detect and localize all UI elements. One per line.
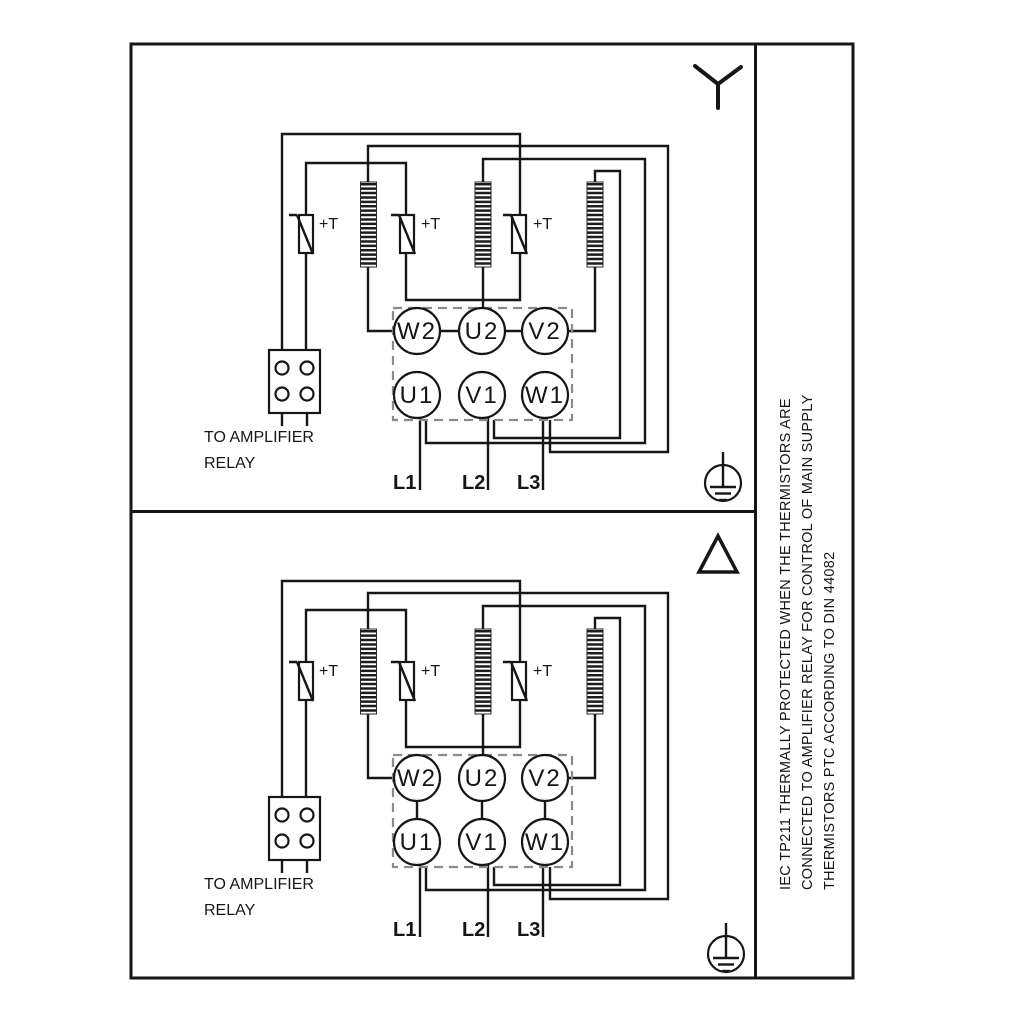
supply-line-l2: L2 [462, 919, 486, 941]
terminal-label: U2 [464, 765, 500, 792]
motor-winding-coil [587, 182, 603, 267]
relay-note-line2: RELAY [204, 902, 256, 919]
motor-winding-coil [475, 182, 491, 267]
relay-note-line1: TO AMPLIFIER [204, 876, 314, 893]
terminal-label: W1 [525, 829, 565, 856]
thermistor-label: +T [319, 216, 339, 233]
star-panel [204, 66, 741, 501]
thermistor-label: +T [533, 663, 553, 680]
amplifier-relay-connector [269, 350, 320, 413]
delta-panel [204, 536, 744, 972]
ptc-thermistor [289, 662, 338, 701]
amplifier-relay-connector [269, 797, 320, 860]
terminal-u2 [459, 308, 505, 354]
earth-ground-icon [705, 452, 741, 501]
ptc-thermistor [391, 662, 440, 701]
terminal-label: W2 [397, 765, 437, 792]
side-note-line2: CONNECTED TO AMPLIFIER RELAY FOR CONTROL OF MAIN SUPPLY [800, 394, 816, 890]
terminal-u2 [459, 755, 505, 801]
terminal-u1 [394, 372, 440, 418]
terminal-label: V2 [528, 765, 562, 792]
supply-line-l1: L1 [393, 472, 417, 494]
terminal-w1 [522, 819, 568, 865]
terminal-label: V1 [465, 382, 499, 409]
terminal-v1 [459, 819, 505, 865]
terminal-w2 [394, 308, 440, 354]
motor-winding-coil [475, 629, 491, 714]
supply-line-l2: L2 [462, 472, 486, 494]
thermistor-label: +T [319, 663, 339, 680]
terminal-w1 [522, 372, 568, 418]
motor-winding-coil [361, 629, 377, 714]
motor-winding-coil [361, 182, 377, 267]
terminal-label: W2 [397, 318, 437, 345]
side-note [778, 394, 838, 890]
terminal-w2 [394, 755, 440, 801]
terminal-v2 [522, 308, 568, 354]
side-note-line1: IEC TP211 THERMALLY PROTECTED WHEN THE THERMISTORS ARE [778, 398, 794, 890]
ptc-thermistor [503, 662, 552, 701]
thermistor-label: +T [421, 216, 441, 233]
supply-line-l1: L1 [393, 919, 417, 941]
star-connection-icon [695, 66, 741, 108]
terminal-label: U1 [399, 829, 435, 856]
delta-connection-icon [699, 536, 737, 572]
terminal-v2 [522, 755, 568, 801]
side-note-line3: THERMISTORS PTC ACCORDING TO DIN 44082 [822, 551, 838, 890]
terminal-u1 [394, 819, 440, 865]
motor-winding-coil [587, 629, 603, 714]
terminal-v1 [459, 372, 505, 418]
relay-note-line2: RELAY [204, 455, 256, 472]
supply-line-l3: L3 [517, 919, 541, 941]
terminal-label: V2 [528, 318, 562, 345]
thermistor-label: +T [533, 216, 553, 233]
ptc-thermistor [503, 215, 552, 254]
terminal-label: U2 [464, 318, 500, 345]
ptc-thermistor [391, 215, 440, 254]
earth-ground-icon [708, 923, 744, 972]
supply-line-l3: L3 [517, 472, 541, 494]
ptc-thermistor [289, 215, 338, 254]
relay-note-line1: TO AMPLIFIER [204, 429, 314, 446]
terminal-label: W1 [525, 382, 565, 409]
thermistor-label: +T [421, 663, 441, 680]
terminal-label: V1 [465, 829, 499, 856]
terminal-label: U1 [399, 382, 435, 409]
